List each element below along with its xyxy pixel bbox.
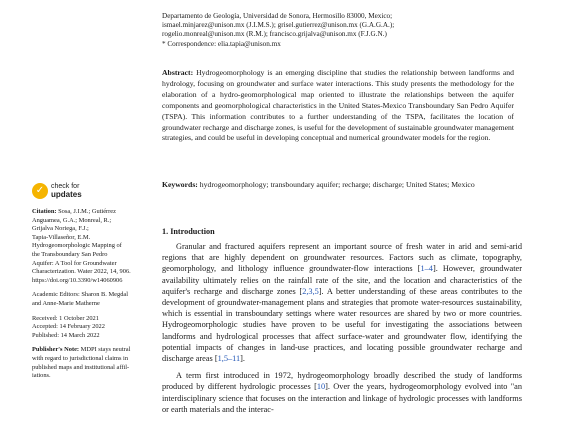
check-updates-line1: check for [51, 183, 80, 190]
reference-link[interactable]: 2,3,5 [302, 286, 319, 296]
keywords-text: hydrogeomorphology; transboundary aquifer; recharge; discharge; United States; Mexico [199, 180, 475, 189]
publisher-note-line [32, 346, 150, 355]
affiliation-line: ismael.minjarez@unison.mx (J.I.M.S.); grisel.gutierrez@unison.mx (G.A.G.A.); [162, 21, 395, 30]
publisher-note-label: Publisher's Note: [32, 346, 80, 354]
paragraph-text: ]. [240, 354, 245, 364]
check-for-updates-badge[interactable] [32, 182, 112, 202]
intro-body [162, 241, 522, 415]
citation-line: Characterization. Water 2022, 14, 906. [32, 268, 131, 276]
publisher-note [32, 346, 150, 380]
abstract-label: Abstract: [162, 68, 194, 77]
citation-line: Tapia-Villaseñor, E.M. [32, 233, 91, 241]
publisher-note-line: iations. [32, 372, 51, 380]
citation-line: Hydrogeomorphologic Mapping of [32, 242, 122, 250]
abstract [162, 68, 514, 144]
citation-line: Grijalva Noriega, F.J.; [32, 225, 89, 233]
citation-line: the Transboundary San Pedro [32, 250, 108, 258]
doi-link[interactable]: https://doi.org/10.3390/w14060906 [32, 276, 123, 284]
paragraph-text: ]. However, groundwater availability ultimately relies on the rainfall rate of the site, and the location and characteristics of the aquifer's recharge and discharge zones [ [162, 264, 522, 296]
paragraph-text: ]. A better understanding of these areas contributes to the development of groundwater-management plans and strategies that promote water-resources sustainability, which is essential in transboundary settings where water resources are shared by two or more countries. Hydrogeomorphologic studies have proven to be useful for investigating the associations between landforms and hydrological processes that affect surface-water and groundwater flow, identifying the potential impacts of changes in land-use practices, and locating possible groundwater recharge and discharge areas [ [162, 286, 522, 364]
paragraph-text: Granular and fractured aquifers represent an important source of fresh water in arid and semi-arid regions that are highly dependent on groundwater resources. Factors such as climate, topography, geomorphology, and lithology influence groundwater-flow interactions [ [162, 242, 522, 274]
keywords-label: Keywords: [162, 180, 198, 189]
section-title: 1. Introduction [162, 227, 215, 236]
paragraph-text: ]. Over the years, hydrogeomorphology evolved into "an interdisciplinary science that focuses on the interaction and linkage of hydrologic processes with landforms or earth materials and the interac- [162, 382, 522, 414]
citation-line [32, 208, 150, 217]
reference-link[interactable]: 1,5–11 [217, 354, 241, 364]
publisher-note-text: MDPI stays neutral [79, 346, 131, 354]
editors-line: and Anne-Marie Matherne [32, 299, 100, 307]
citation-line: Aquifer: A Tool for Groundwater [32, 259, 117, 267]
reference-link[interactable]: 10 [316, 382, 326, 392]
publisher-note-line: with regard to jurisdictional claims in [32, 354, 129, 362]
paragraph-text: A term first introduced in 1972, hydrogeomorphology broadly described the study of landforms produced by different hydrologic processes [ [162, 371, 522, 392]
received-date: Received: 1 October 2021 [32, 314, 99, 322]
affiliation-block [162, 12, 542, 49]
keywords [162, 180, 522, 190]
intro-paragraph-1 [162, 241, 522, 364]
dates-block [32, 315, 150, 341]
published-date: Published: 14 March 2022 [32, 331, 100, 339]
intro-paragraph-2 [162, 370, 522, 415]
citation-text: Sosa, J.I.M.; Gutiérrez [56, 208, 116, 215]
editors-block [32, 291, 150, 308]
check-updates-line2: updates [51, 190, 82, 199]
citation-block [32, 208, 150, 285]
citation-label: Citation: [32, 208, 57, 215]
abstract-text: Hydrogeomorphology is an emerging discipline that studies the relationship between landforms and hydrology, focusing on groundwater and surface water interactions. This study presents the methodology for the elaboration of a hydro-geomorphological map oriented to illustrate the relationships between the aquifer components and geomorphological characteristics in the United States-Mexico Transboundary San Pedro Aquifer (TSPA). This information contributes to a further understanding of the TSPA, facilitates the location of groundwater recharge and discharge zones, is useful for the development of sustainable groundwater management strategies, and could be useful in developing conceptual and numerical groundwater models for the region. [162, 68, 514, 143]
affiliation-line: rogelio.monreal@unison.mx (R.M.); francisco.grijalva@unison.mx (F.J.G.N.) [162, 30, 387, 39]
affiliation-line: Departamento de Geología, Universidad de Sonora, Hermosillo 83000, Mexico; [162, 12, 393, 20]
reference-link[interactable]: 1–4 [420, 264, 433, 274]
correspondence-line: * Correspondence: elia.tapia@unison.mx [162, 39, 281, 48]
citation-line: Anguamea, G.A.; Monreal, R.; [32, 216, 112, 224]
editors-line: Academic Editors: Sharon B. Megdal [32, 291, 129, 299]
accepted-date: Accepted: 14 February 2022 [32, 323, 105, 331]
checkmark-icon: ✓ [32, 183, 48, 199]
sidebar [32, 208, 150, 387]
publisher-note-line: published maps and institutional affil- [32, 363, 130, 371]
